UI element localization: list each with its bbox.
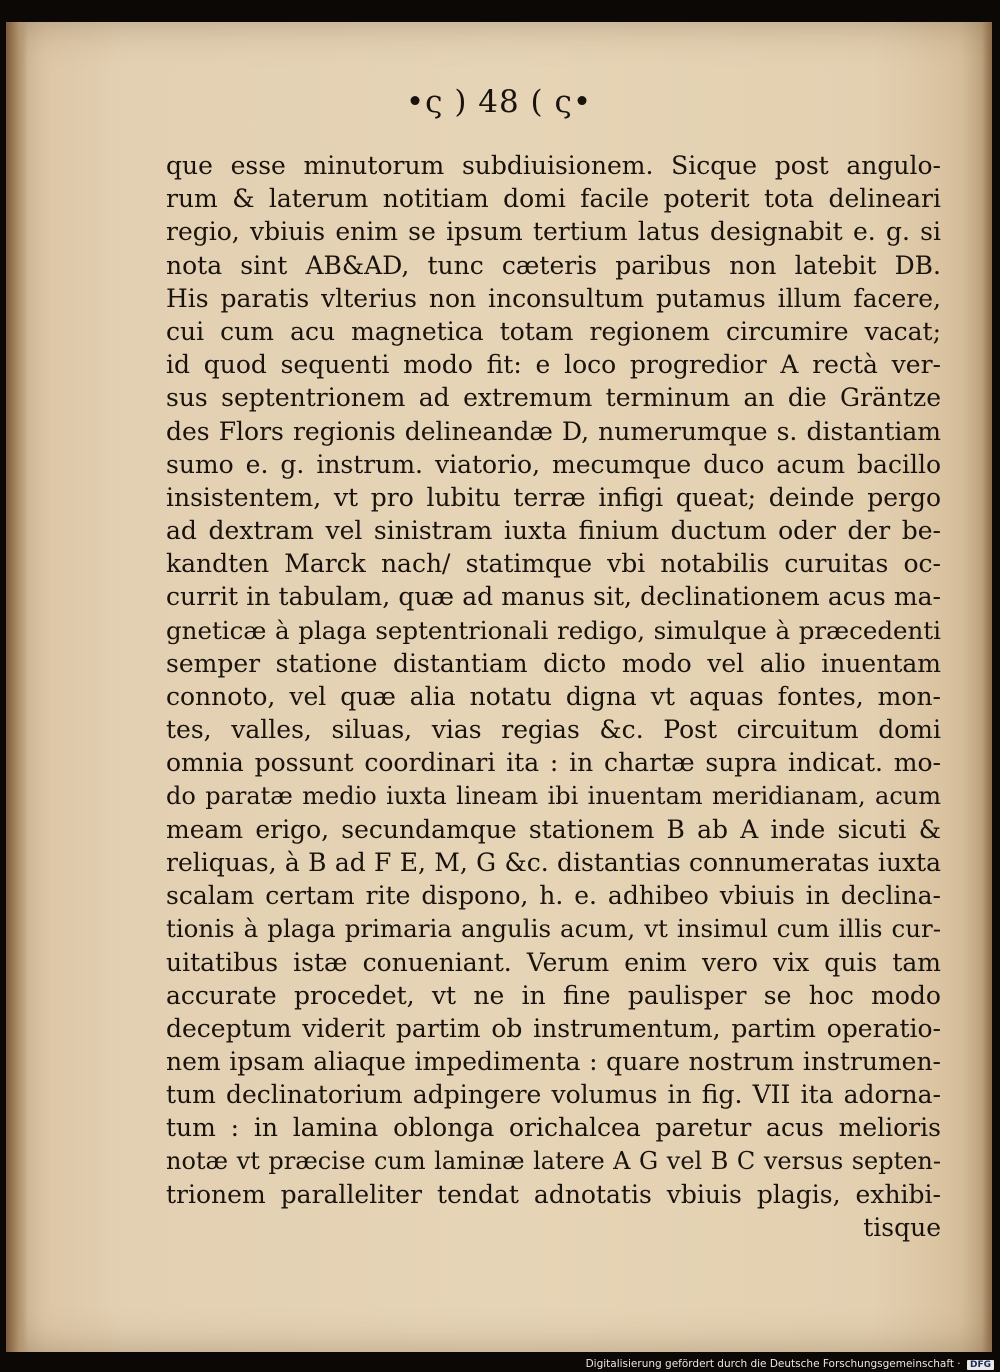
text-line: nota sint AB&AD, tunc cæteris paribus non latebit DB. (166, 250, 941, 280)
dfg-logo[interactable]: DFG (967, 1360, 994, 1370)
text-line: que esse minutorum subdiuisionem. Sicque post angulo- (166, 151, 941, 180)
text-line: reliquas, à B ad F E, M, G &c. distantias connumeratas iuxta (166, 847, 941, 877)
body-text (166, 149, 941, 1244)
catchword: tisque (863, 1213, 941, 1242)
text-line: gneticæ à plaga septentrionali redigo, simulque à præcedenti (166, 615, 941, 645)
text-line: tum declinatorium adpingere volumus in fig. VII ita adorna- (166, 1080, 941, 1110)
text-line: His paratis vlterius non inconsultum putamus illum facere, (166, 283, 941, 313)
text-line: semper statione distantiam dicto modo vel alio inuentam (166, 648, 941, 678)
text-line: meam erigo, secundamque stationem B ab A inde sicuti & (166, 814, 941, 844)
text-line: ad dextram vel sinistram iuxta finium ductum oder der be- (166, 516, 941, 546)
text-line: notæ vt præcise cum laminæ latere A G vel B C versus septen- (166, 1146, 941, 1175)
text-line: do paratæ medio iuxta lineam ibi inuentam meridianam, acum (166, 781, 941, 810)
page-header: •ς ) 48 ( ς• (405, 84, 593, 120)
text-line: connoto, vel quæ alia notatu digna vt aquas fontes, mon- (166, 682, 941, 711)
text-line: accurate procedet, vt ne in fine paulisper se hoc modo (166, 980, 941, 1010)
text-line: rum & laterum notitiam domi facile poterit tota delineari (166, 184, 941, 214)
page-edge-left (6, 22, 28, 1352)
footer-text: Digitalisierung gefördert durch die Deutsche Forschungsgemeinschaft · (585, 1358, 961, 1370)
text-line: deceptum viderit partim ob instrumentum, partim operatio- (166, 1013, 941, 1043)
page-edge-right (982, 22, 992, 1352)
text-line: tum : in lamina oblonga orichalcea paretur acus melioris (166, 1113, 941, 1143)
text-line: kandten Marck nach/ statimque vbi notabilis curuitas oc- (166, 549, 941, 579)
text-line: nem ipsam aliaque impedimenta : quare nostrum instrumen- (166, 1047, 941, 1077)
text-line: regio, vbiuis enim se ipsum tertium latus designabit e. g. si (166, 217, 941, 247)
book-page (6, 22, 992, 1352)
text-line: currit in tabulam, quæ ad manus sit, declinationem acus ma- (166, 582, 941, 612)
text-line: insistentem, vt pro lubitu terræ infigi queat; deinde pergo (166, 482, 941, 512)
text-line: scalam certam rite dispono, h. e. adhibeo vbiuis in declina- (166, 881, 941, 911)
text-line: sus septentrionem ad extremum terminum an die Gräntze (166, 383, 941, 413)
text-line: id quod sequenti modo fit: e loco progredior A rectà ver- (166, 350, 941, 380)
text-line: omnia possunt coordinari ita : in chartæ supra indicat. mo- (166, 748, 941, 778)
text-line: uitatibus istæ conueniant. Verum enim vero vix quis tam (166, 947, 941, 977)
text-line: trionem paralleliter tendat adnotatis vbiuis plagis, exhibi- (166, 1179, 941, 1209)
text-line: des Flors regionis delineandæ D, numerumque s. distantiam (166, 416, 941, 446)
digitization-footer (586, 1358, 994, 1370)
text-line: tes, valles, siluas, vias regias &c. Post circuitum domi (166, 715, 941, 745)
text-line: sumo e. g. instrum. viatorio, mecumque duco acum bacillo (166, 449, 941, 479)
text-line: cui cum acu magnetica totam regionem circumire vacat; (166, 316, 941, 346)
text-line: tionis à plaga primaria angulis acum, vt insimul cum illis cur- (166, 914, 941, 944)
